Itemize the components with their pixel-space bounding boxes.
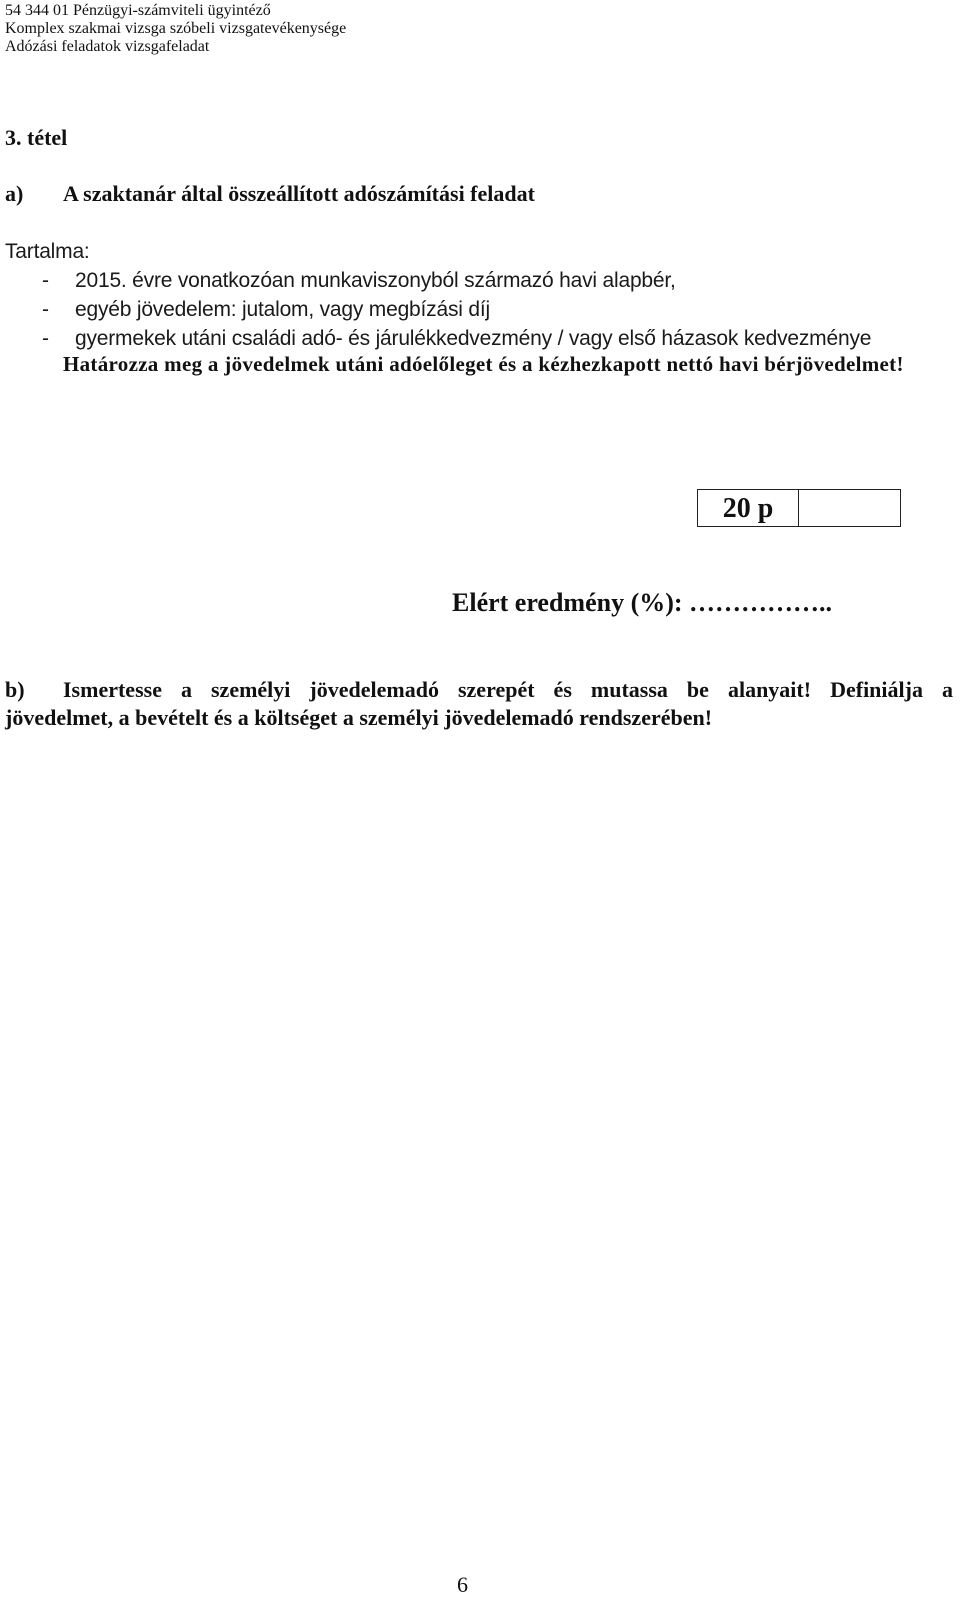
task-a-title: A szaktanár által összeállított adószámítási feladat <box>63 181 535 206</box>
task-a-contents <box>5 237 955 353</box>
page-number: 6 <box>457 1572 468 1597</box>
list-item <box>5 324 955 353</box>
list-item-text: 2015. évre vonatkozóan munkaviszonyból származó havi alapbér, <box>75 269 676 292</box>
list-bullet: - <box>42 327 49 350</box>
task-b-line1: Ismertesse a személyi jövedelemadó szerepét és mutassa be alanyait! Definiálja a <box>63 677 953 702</box>
task-b-line2: jövedelmet, a bevételt és a költséget a személyi jövedelemadó rendszerében! <box>5 705 713 730</box>
task-a-instruction: Határozza meg a jövedelmek utáni adóelőleget és a kézhezkapott nettó havi bérjövedelmet! <box>63 352 904 376</box>
contents-label: Tartalma: <box>5 240 90 263</box>
list-item <box>5 266 955 295</box>
item-title: 3. tétel <box>5 125 68 150</box>
task-b-text <box>5 676 953 732</box>
task-b-marker: b) <box>5 677 25 702</box>
contents-list <box>5 266 955 353</box>
list-bullet: - <box>42 298 49 321</box>
header-task-type: Adózási feladatok vizsgafeladat <box>5 38 210 55</box>
score-blank-field <box>799 490 900 526</box>
document-header <box>5 2 346 56</box>
list-item <box>5 295 955 324</box>
list-item-text: egyéb jövedelem: jutalom, vagy megbízási díj <box>75 298 490 321</box>
list-item-text: gyermekek utáni családi adó- és járulékkedvezmény / vagy első házasok kedvezménye <box>75 327 872 350</box>
result-label: Elért eredmény (%): …………….. <box>452 588 833 617</box>
list-bullet: - <box>42 269 49 292</box>
score-points: 20 p <box>698 490 799 526</box>
score-box <box>697 489 901 527</box>
header-exam-code: 54 344 01 Pénzügyi-számviteli ügyintéző <box>5 2 271 19</box>
header-exam-type: Komplex szakmai vizsga szóbeli vizsgatevékenysége <box>5 20 347 37</box>
task-a-marker: a) <box>5 181 24 206</box>
